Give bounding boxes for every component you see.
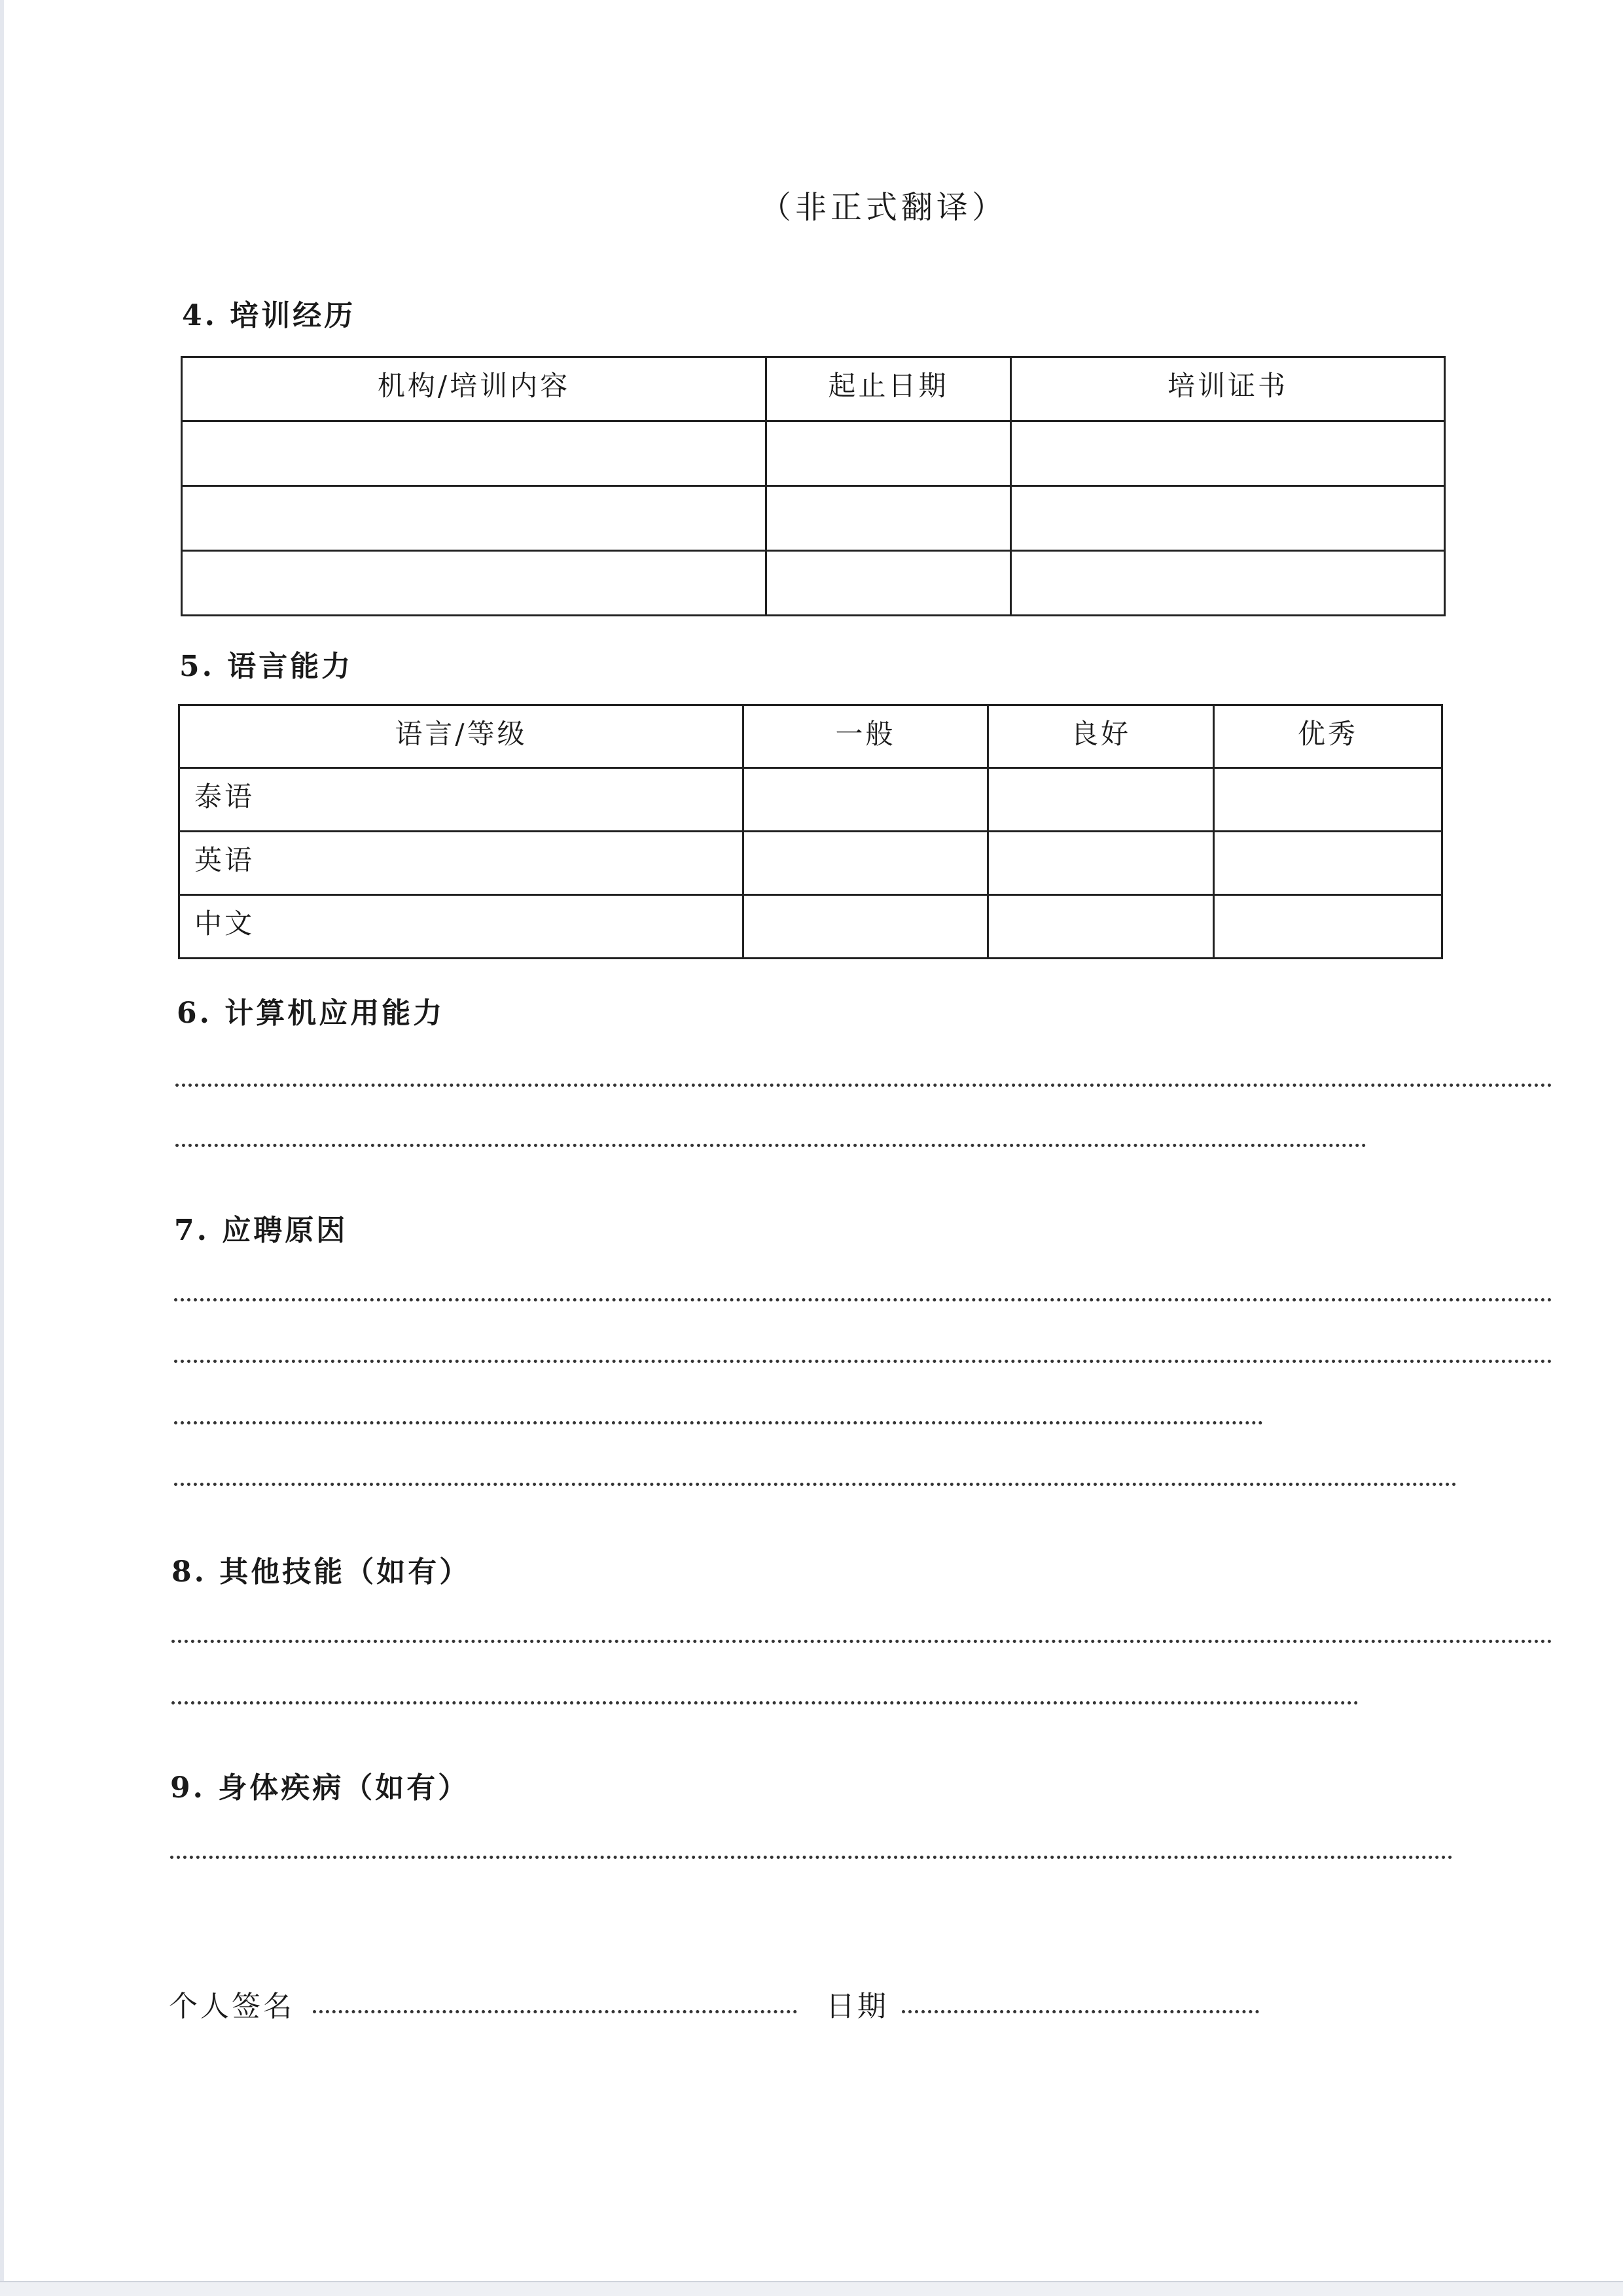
illness-answer-line[interactable] [170, 1856, 1453, 1859]
date-label: 日期 [826, 1990, 889, 2023]
training-header-row [182, 357, 1445, 421]
language-cell[interactable] [1214, 895, 1442, 959]
training-cell[interactable] [182, 486, 766, 551]
training-cell[interactable] [1011, 421, 1445, 486]
table-row [182, 421, 1445, 486]
language-cell[interactable] [988, 768, 1214, 832]
computer-heading: 6. 计算机应用能力 [177, 997, 445, 1030]
training-cell[interactable] [766, 551, 1011, 616]
scan-edge [0, 2281, 1623, 2296]
other-skills-answer-line[interactable] [171, 1640, 1552, 1643]
training-col-dates: 起止日期 [766, 357, 1011, 421]
training-cell[interactable] [182, 551, 766, 616]
reason-heading: 7. 应聘原因 [174, 1214, 348, 1247]
reason-answer-line[interactable] [174, 1483, 1457, 1486]
other-skills-heading: 8. 其他技能（如有） [171, 1555, 471, 1589]
language-cell[interactable] [743, 768, 988, 832]
reason-answer-line[interactable] [174, 1298, 1552, 1301]
language-row-english: 英语 [179, 832, 743, 895]
language-heading: 5. 语言能力 [179, 650, 353, 683]
training-heading: 4. 培训经历 [182, 299, 356, 332]
reason-answer-line[interactable] [174, 1421, 1263, 1424]
language-cell[interactable] [743, 832, 988, 895]
signature-label: 个人签名 [169, 1990, 294, 2023]
language-header-row [179, 705, 1442, 768]
other-skills-answer-line[interactable] [171, 1701, 1359, 1704]
language-cell[interactable] [1214, 832, 1442, 895]
training-col-certificate: 培训证书 [1011, 357, 1445, 421]
illness-heading: 9. 身体疾病（如有） [170, 1771, 470, 1805]
date-line[interactable] [902, 2010, 1259, 2013]
language-col-excellent: 优秀 [1214, 705, 1442, 768]
training-col-institution: 机构/培训内容 [182, 357, 766, 421]
table-row [182, 486, 1445, 551]
language-col-level: 语言/等级 [179, 705, 743, 768]
scan-edge [0, 0, 4, 2295]
language-row-chinese: 中文 [179, 895, 743, 959]
language-col-fair: 一般 [743, 705, 988, 768]
language-table [178, 704, 1443, 959]
reason-answer-line[interactable] [174, 1360, 1552, 1363]
language-cell[interactable] [988, 832, 1214, 895]
table-row [179, 832, 1442, 895]
computer-answer-line[interactable] [175, 1144, 1366, 1147]
table-row [182, 551, 1445, 616]
training-cell[interactable] [1011, 551, 1445, 616]
language-col-good: 良好 [988, 705, 1214, 768]
training-cell[interactable] [1011, 486, 1445, 551]
training-table [181, 356, 1446, 616]
language-cell[interactable] [743, 895, 988, 959]
language-cell[interactable] [1214, 768, 1442, 832]
table-row [179, 895, 1442, 959]
table-row [179, 768, 1442, 832]
document-title: （非正式翻译） [759, 189, 1007, 226]
signature-line[interactable] [313, 2010, 797, 2013]
language-cell[interactable] [988, 895, 1214, 959]
training-cell[interactable] [182, 421, 766, 486]
computer-answer-line[interactable] [175, 1084, 1552, 1087]
training-cell[interactable] [766, 486, 1011, 551]
training-cell[interactable] [766, 421, 1011, 486]
language-row-thai: 泰语 [179, 768, 743, 832]
